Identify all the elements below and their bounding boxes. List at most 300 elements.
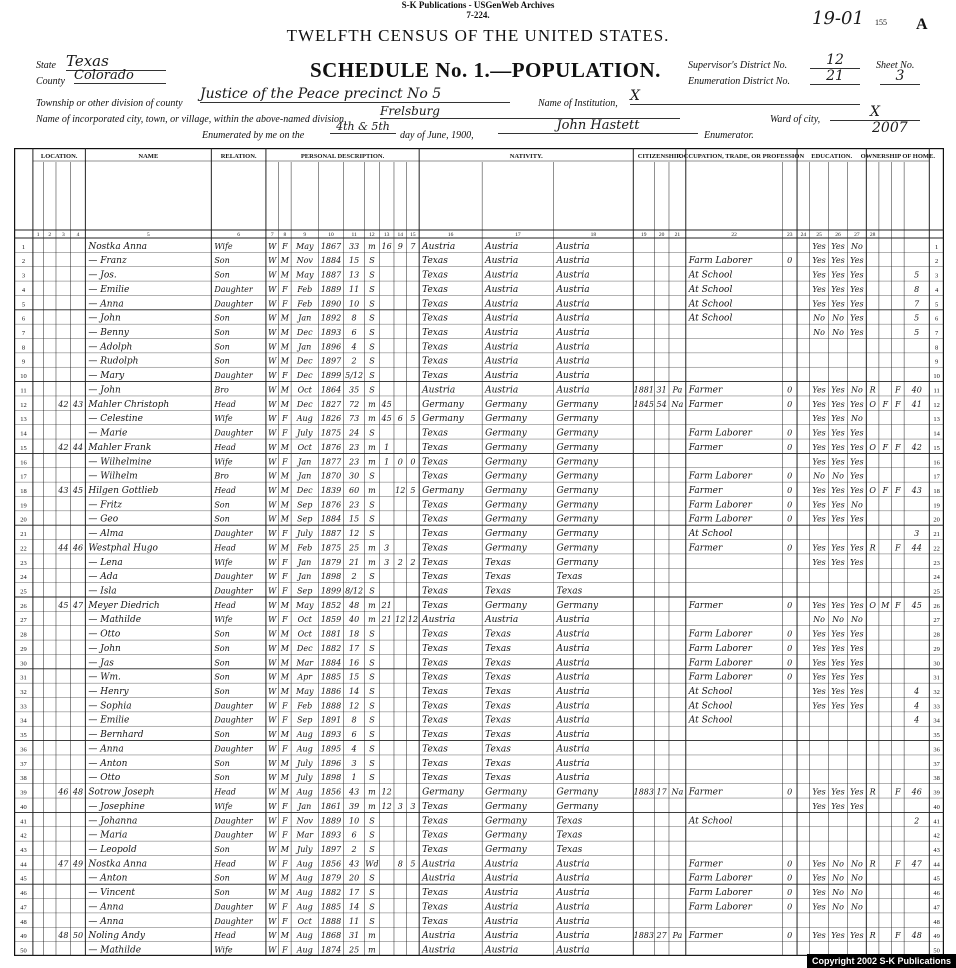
cell-eng: No [850, 873, 863, 883]
cell-month: Mar [296, 830, 314, 840]
cell-sex: M [280, 270, 289, 280]
cell-own: O [869, 399, 876, 409]
cell-year: 1868 [320, 931, 342, 941]
cell-family: 44 [72, 442, 84, 452]
cell-line-number: 34 [20, 717, 27, 725]
cell-father: Texas [485, 643, 511, 654]
column-number: 3 [61, 232, 65, 238]
cell-farm: F [895, 485, 901, 495]
cell-marital: S [369, 687, 375, 697]
cell-year: 1879 [320, 557, 342, 567]
place-value: Frelsburg [380, 104, 680, 119]
cell-father: Texas [485, 572, 511, 583]
cell-dwelling: 42 [58, 442, 69, 452]
cell-color: W [268, 256, 277, 266]
cell-occ: At School [688, 715, 733, 726]
state-label: State [36, 60, 56, 71]
cell-name: — Bernhard [88, 730, 144, 741]
cell-line-number-right: 7 [935, 330, 939, 338]
cell-mother: Austria [556, 672, 590, 683]
cell-rel: Daughter [214, 428, 253, 438]
cell-year: 1897 [320, 356, 342, 366]
cell-children: 2 [397, 557, 403, 567]
column-number: 27 [854, 232, 860, 238]
cell-sch: 5 [914, 313, 920, 323]
cell-rel: Son [214, 888, 230, 898]
cell-father: Austria [485, 256, 519, 267]
cell-mother: Germany [556, 600, 599, 611]
cell-marital: m [368, 442, 376, 452]
cell-line-number-right: 39 [933, 789, 940, 797]
cell-months: 0 [787, 442, 793, 452]
cell-name: — Anton [88, 873, 128, 884]
cell-line-number: 3 [21, 272, 26, 280]
cell-write: Yes [831, 428, 845, 438]
cell-mother: Austria [556, 328, 590, 339]
cell-line-number: 31 [20, 674, 27, 682]
cell-sex: F [282, 299, 288, 309]
cell-color: W [268, 615, 277, 625]
cell-marital: S [369, 643, 375, 653]
cell-year: 1879 [320, 873, 342, 883]
cell-marital: m [368, 600, 376, 610]
cell-name: — Josephine [88, 801, 145, 812]
cell-mother: Austria [556, 284, 590, 295]
cell-month: Sep [297, 715, 313, 725]
cell-sch: 45 [911, 600, 922, 610]
cell-birth: Texas [422, 270, 448, 281]
cell-occ: Farmer [688, 931, 723, 942]
cell-name: — Sophia [88, 701, 132, 712]
column-number: 1 [36, 232, 40, 238]
cell-eng: Yes [850, 270, 864, 280]
cell-month: Nov [296, 256, 313, 266]
sheet-label: Sheet No. [876, 60, 915, 71]
cell-sch: 3 [914, 529, 920, 539]
cell-line-number-right: 48 [933, 918, 940, 926]
cell-nat: Pa [672, 385, 683, 395]
cell-read: Yes [812, 701, 826, 711]
cell-birth: Texas [422, 773, 448, 784]
column-group-heading: LOCATION. [40, 153, 78, 160]
cell-marital: S [369, 284, 375, 294]
cell-father: Texas [485, 744, 511, 755]
cell-years_m: 3 [384, 543, 390, 553]
cell-line-number-right: 4 [935, 286, 939, 294]
cell-month: Sep [297, 586, 313, 596]
copyright-notice: Copyright 2002 S-K Publications [807, 954, 956, 968]
cell-age: 2 [351, 572, 357, 582]
cell-line-number-right: 14 [933, 430, 940, 438]
column-group-heading: NAME [138, 153, 159, 160]
column-number: 25 [816, 232, 822, 238]
cell-father: Germany [485, 414, 527, 425]
cell-month: Sep [297, 500, 313, 510]
cell-sex: M [280, 758, 289, 768]
cell-line-number: 48 [20, 918, 27, 926]
cell-dwelling: 48 [58, 931, 69, 941]
cell-month: Oct [297, 385, 312, 395]
cell-marital: S [369, 773, 375, 783]
cell-father: Germany [485, 500, 527, 511]
cell-eng: No [850, 414, 863, 424]
cell-line-number: 11 [20, 387, 27, 395]
cell-occ: Farm Laborer [688, 658, 752, 669]
cell-rel: Head [214, 931, 236, 941]
cell-eng: Yes [850, 629, 864, 639]
cell-marital: S [369, 371, 375, 381]
cell-farm: F [895, 600, 901, 610]
cell-dwelling: 47 [58, 859, 69, 869]
cell-month: Sep [297, 514, 313, 524]
cell-mother: Austria [556, 241, 590, 252]
cell-color: W [268, 500, 277, 510]
cell-sch: 41 [911, 399, 922, 409]
cell-sch: 5 [914, 328, 920, 338]
cell-month: Aug [296, 873, 313, 883]
cell-sex: M [280, 385, 289, 395]
cell-occ: Farmer [688, 600, 723, 611]
cell-month: Dec [296, 328, 313, 338]
cell-sex: F [282, 902, 288, 912]
cell-mother: Austria [556, 730, 590, 741]
cell-age: 8/12 [345, 586, 364, 596]
cell-birth: Austria [422, 241, 456, 252]
cell-father: Texas [485, 629, 511, 640]
cell-farm: F [895, 543, 901, 553]
cell-sex: M [280, 256, 289, 266]
cell-name: — Mathilde [88, 945, 142, 956]
cell-color: W [268, 557, 277, 567]
cell-mother: Austria [556, 371, 590, 382]
cell-age: 33 [348, 241, 360, 251]
cell-years_m: 16 [381, 241, 392, 251]
cell-color: W [268, 457, 277, 467]
cell-mother: Austria [556, 715, 590, 726]
cell-months: 0 [787, 600, 793, 610]
cell-year: 1881 [320, 629, 342, 639]
cell-sex: F [282, 916, 288, 926]
cell-birth: Texas [422, 888, 448, 899]
cell-farm: F [895, 787, 901, 797]
column-number: 21 [674, 232, 681, 238]
cell-age: 73 [348, 414, 360, 424]
cell-marital: S [369, 658, 375, 668]
cell-month: Aug [296, 744, 313, 754]
cell-birth: Germany [422, 399, 464, 410]
cell-rel: Daughter [214, 299, 253, 309]
cell-birth: Texas [422, 514, 448, 525]
state-value: Texas [66, 52, 166, 71]
cell-age: 60 [348, 485, 360, 495]
column-number: 12 [369, 232, 375, 238]
cell-name: — Isla [88, 586, 117, 597]
cell-line-number-right: 29 [933, 645, 940, 653]
cell-father: Texas [485, 773, 511, 784]
cell-living: 3 [410, 801, 416, 811]
cell-age: 35 [348, 385, 360, 395]
column-number: 20 [658, 232, 665, 238]
cell-birth: Texas [422, 816, 448, 827]
cell-mother: Texas [556, 816, 583, 827]
cell-months: 0 [787, 873, 793, 883]
cell-birth: Texas [422, 744, 448, 755]
cell-year: 1897 [320, 844, 342, 854]
cell-living: 7 [410, 241, 416, 251]
cell-rel: Daughter [214, 586, 253, 596]
cell-sex: F [282, 744, 288, 754]
cell-birth: Austria [422, 873, 456, 884]
cell-name: Nostka Anna [88, 241, 148, 252]
cell-read: Yes [812, 485, 826, 495]
cell-month: Aug [296, 931, 313, 941]
cell-mother: Austria [556, 687, 590, 698]
cell-father: Germany [485, 830, 527, 841]
cell-color: W [268, 313, 277, 323]
cell-father: Austria [485, 888, 519, 899]
cell-age: 12 [348, 701, 360, 711]
enumerator-value: John Hastett [498, 118, 698, 134]
cell-color: W [268, 414, 277, 424]
cell-own: R [869, 385, 876, 395]
cell-sex: F [282, 241, 288, 251]
cell-year: 1876 [320, 442, 342, 452]
cell-line-number-right: 17 [933, 473, 940, 481]
cell-line-number-right: 24 [933, 574, 940, 582]
cell-own: R [869, 859, 876, 869]
cell-month: July [297, 773, 313, 783]
cell-rel: Son [214, 658, 230, 668]
cell-marital: S [369, 586, 375, 596]
cell-sex: F [282, 572, 288, 582]
cell-line-number-right: 50 [933, 947, 940, 955]
cell-father: Texas [485, 701, 511, 712]
cell-line-number: 35 [20, 732, 27, 740]
cell-father: Austria [485, 945, 519, 956]
cell-yrs_us: 54 [656, 399, 667, 409]
cell-father: Texas [485, 715, 511, 726]
cell-line-number: 39 [20, 789, 27, 797]
cell-read: Yes [812, 428, 826, 438]
cell-imm: 1845 [633, 399, 654, 409]
cell-sex: F [282, 859, 288, 869]
cell-marital: S [369, 299, 375, 309]
cell-name: — Jas [88, 658, 114, 669]
cell-mother: Germany [556, 428, 599, 439]
cell-name: — Otto [88, 629, 121, 640]
column-number: 11 [351, 232, 357, 238]
cell-eng: Yes [850, 931, 864, 941]
cell-write: No [832, 471, 844, 481]
cell-father: Germany [485, 514, 527, 525]
cell-marital: S [369, 830, 375, 840]
cell-family: 49 [72, 859, 84, 869]
cell-mother: Germany [556, 457, 599, 468]
cell-marital: m [368, 457, 376, 467]
cell-birth: Texas [422, 256, 448, 267]
cell-write: No [832, 888, 844, 898]
cell-living: 5 [410, 485, 416, 495]
cell-year: 1889 [320, 284, 342, 294]
cell-sch: 4 [914, 701, 920, 711]
cell-year: 1893 [320, 830, 342, 840]
cell-marital: S [369, 342, 375, 352]
cell-color: W [268, 844, 277, 854]
cell-color: W [268, 241, 277, 251]
cell-color: W [268, 888, 277, 898]
cell-occ: At School [688, 701, 733, 712]
cell-months: 0 [787, 787, 793, 797]
cell-mother: Austria [556, 643, 590, 654]
cell-color: W [268, 356, 277, 366]
cell-father: Austria [485, 313, 519, 324]
cell-color: W [268, 830, 277, 840]
cell-sex: F [282, 615, 288, 625]
cell-rel: Wife [214, 557, 233, 567]
cell-age: 2 [351, 844, 357, 854]
cell-rel: Son [214, 256, 230, 266]
archive-banner-line2: 7-224. [466, 10, 490, 20]
cell-family: 43 [72, 399, 84, 409]
column-number: 15 [410, 232, 416, 238]
cell-years_m: 45 [381, 399, 392, 409]
cell-birth: Texas [422, 658, 448, 669]
cell-marital: m [368, 945, 376, 955]
cell-father: Germany [485, 529, 527, 540]
cell-age: 8 [351, 715, 357, 725]
column-number: 9 [303, 232, 307, 238]
cell-color: W [268, 902, 277, 912]
cell-months: 0 [787, 888, 793, 898]
cell-color: W [268, 672, 277, 682]
cell-age: 15 [348, 256, 360, 266]
cell-line-number-right: 22 [933, 545, 940, 553]
column-group-heading: CITIZENSHIP. [637, 153, 682, 160]
column-number: 4 [76, 232, 80, 238]
cell-occ: At School [688, 284, 733, 295]
cell-rel: Bro [214, 471, 229, 481]
cell-mother: Austria [556, 859, 590, 870]
cell-mother: Germany [556, 529, 599, 540]
cell-line-number-right: 36 [933, 746, 940, 754]
cell-marital: S [369, 385, 375, 395]
cell-read: No [813, 471, 826, 481]
cell-month: Jan [298, 471, 312, 481]
cell-rel: Wife [214, 615, 233, 625]
cell-name: Mahler Christoph [88, 399, 170, 410]
cell-line-number-right: 8 [935, 344, 939, 352]
cell-imm: 1881 [633, 385, 654, 395]
cell-children: 12 [395, 615, 406, 625]
cell-name: — Mathilde [88, 615, 142, 626]
cell-color: W [268, 428, 277, 438]
census-grid [14, 148, 944, 956]
cell-line-number-right: 35 [933, 732, 940, 740]
cell-mother: Germany [556, 399, 599, 410]
cell-year: 1888 [320, 916, 342, 926]
cell-birth: Texas [422, 701, 448, 712]
cell-eng: Yes [850, 299, 864, 309]
cell-name: Meyer Diedrich [88, 600, 160, 611]
cell-age: 2 [351, 356, 357, 366]
cell-months: 0 [787, 399, 793, 409]
cell-line-number-right: 49 [933, 933, 940, 941]
cell-read: Yes [812, 888, 826, 898]
cell-year: 1882 [320, 643, 342, 653]
cell-year: 1887 [320, 270, 342, 280]
cell-line-number: 41 [20, 818, 27, 826]
cell-line-number: 36 [20, 746, 27, 754]
cell-month: July [297, 758, 313, 768]
cell-eng: Yes [850, 471, 864, 481]
cell-line-number: 10 [20, 373, 27, 381]
cell-color: W [268, 543, 277, 553]
cell-birth: Texas [422, 328, 448, 339]
cell-color: W [268, 342, 277, 352]
cell-marital: m [368, 557, 376, 567]
cell-marital: S [369, 715, 375, 725]
cell-year: 1895 [320, 744, 342, 754]
cell-write: No [832, 873, 844, 883]
cell-birth: Texas [422, 600, 448, 611]
cell-birth: Germany [422, 414, 464, 425]
cell-farm: F [895, 399, 901, 409]
supervisor-label: Supervisor's District No. [688, 60, 788, 71]
cell-father: Austria [485, 241, 519, 252]
cell-birth: Texas [422, 442, 448, 453]
cell-years_m: 45 [381, 414, 392, 424]
column-number: 6 [237, 232, 241, 238]
enumerated-label: Enumerated by me on the [202, 130, 305, 141]
cell-line-number: 8 [21, 344, 26, 352]
cell-occ: Farm Laborer [688, 471, 752, 482]
cell-father: Texas [485, 758, 511, 769]
cell-line-number: 13 [20, 416, 27, 424]
cell-line-number-right: 21 [933, 531, 940, 539]
cell-name: — Emilie [88, 284, 130, 295]
cell-birth: Texas [422, 500, 448, 511]
cell-occ: Farmer [688, 859, 723, 870]
cell-sch: 5 [914, 270, 920, 280]
cell-line-number-right: 28 [933, 631, 940, 639]
cell-age: 40 [348, 615, 360, 625]
cell-line-number: 23 [20, 559, 27, 567]
cell-farm: F [895, 385, 901, 395]
cell-write: Yes [831, 256, 845, 266]
cell-marital: S [369, 328, 375, 338]
cell-year: 1864 [320, 385, 342, 395]
cell-name: — Alma [88, 529, 124, 540]
schedule-title: SCHEDULE No. 1.—POPULATION. [310, 58, 661, 82]
cell-color: W [268, 643, 277, 653]
cell-own: O [869, 485, 876, 495]
cell-month: Feb [297, 701, 313, 711]
cell-family: 45 [72, 485, 84, 495]
cell-sex: M [280, 931, 289, 941]
cell-color: W [268, 385, 277, 395]
cell-birth: Texas [422, 572, 448, 583]
cell-line-number: 46 [20, 890, 27, 898]
cell-family: 48 [72, 787, 84, 797]
cell-sex: M [280, 543, 289, 553]
cell-nat: Pa [672, 931, 683, 941]
cell-months: 0 [787, 428, 793, 438]
cell-name: — Ada [88, 572, 118, 583]
cell-rel: Bro [214, 385, 229, 395]
cell-month: Oct [297, 916, 312, 926]
cell-color: W [268, 787, 277, 797]
cell-rel: Son [214, 356, 230, 366]
